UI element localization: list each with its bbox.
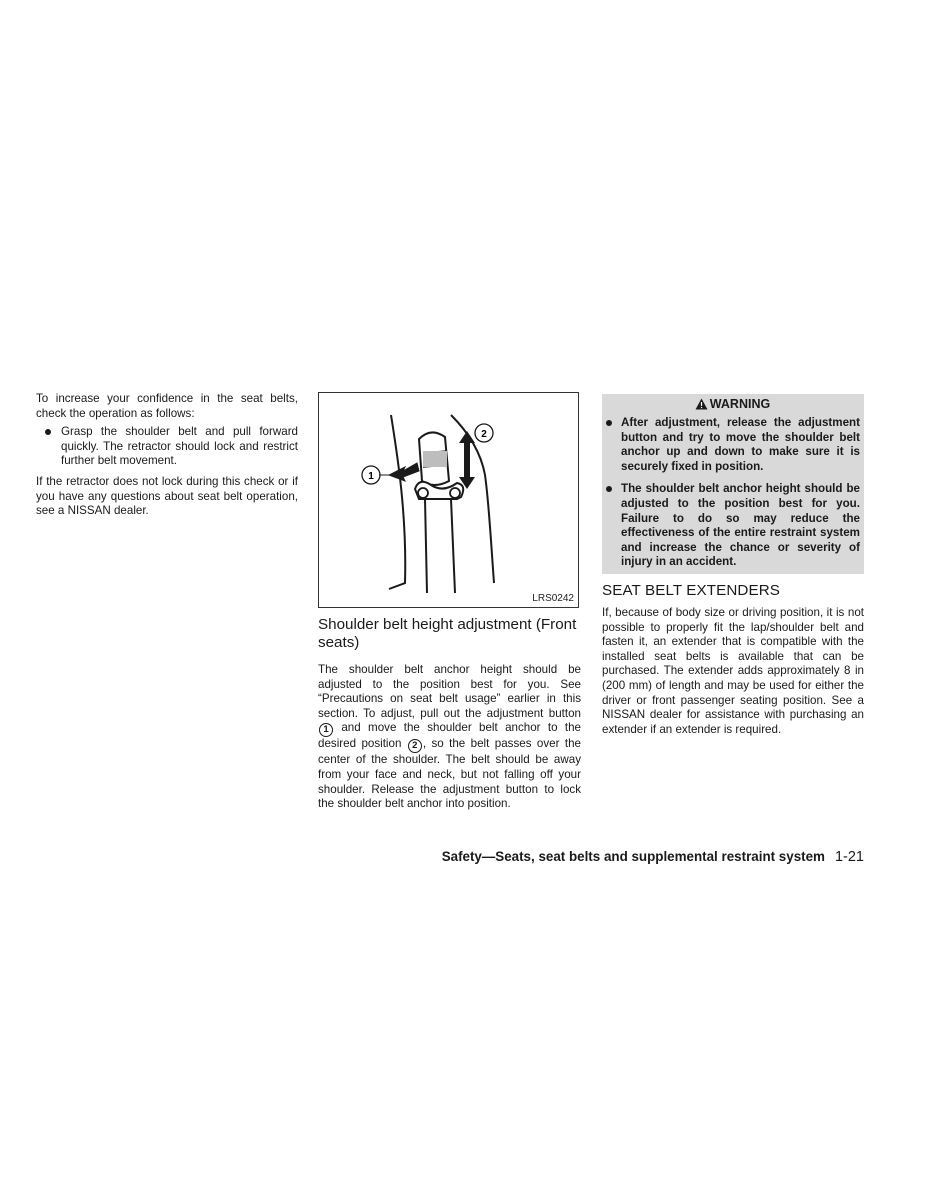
warning-triangle-icon bbox=[695, 398, 708, 410]
callout-2-text: 2 bbox=[481, 429, 487, 440]
warning-box bbox=[602, 394, 864, 574]
figure-code: LRS0242 bbox=[532, 593, 574, 604]
callout-1-text: 1 bbox=[368, 471, 374, 482]
warning-list bbox=[605, 416, 860, 570]
belt-adjustment-figure bbox=[318, 392, 579, 608]
right-column bbox=[602, 394, 864, 737]
belt-height-paragraph: The shoulder belt anchor height should be adjusted to the position best for you. See “Precautions on seat belt usage” earlier in this section. To adjust, pull out the adjustment button 1 and move the shoulder belt anchor to the desired position 2 , so the belt passes over the center of the shoulder. The belt should be away from your face and neck, but not falling off your shoulder. Release the adjustment button to lock the shoulder belt anchor into position. bbox=[318, 663, 581, 811]
middle-column bbox=[318, 392, 581, 812]
intro-paragraph: To increase your confidence in the seat belts, check the operation as follows: bbox=[36, 392, 298, 420]
callout-1-inline: 1 bbox=[319, 723, 333, 737]
list-item: The shoulder belt anchor height should be adjusted to the position best for you. Failure to do so may reduce the effectiveness of the entire restraint system and increase the chance or severity of injury in an accident. bbox=[605, 482, 860, 570]
adjustment-button-shade bbox=[423, 451, 447, 467]
page-footer bbox=[400, 849, 864, 865]
extenders-paragraph: If, because of body size or driving position, it is not possible to properly fit the lap/shoulder belt and fasten it, an extender that is compatible with the installed seat belts is available that can be purchased. The extender adds approximately 8 in (200 mm) of length and may be used for either the driver or front passenger seating position. See a NISSAN dealer for assistance with purchasing an extender if an extender is required. bbox=[602, 605, 864, 736]
list-item: Grasp the shoulder belt and pull forward quickly. The retractor should lock and restrict further belt movement. bbox=[36, 425, 298, 469]
extenders-heading: SEAT BELT EXTENDERS bbox=[602, 581, 781, 599]
closing-paragraph: If the retractor does not lock during this check or if you have any questions about seat belt operation, see a NISSAN dealer. bbox=[36, 474, 298, 518]
belt-height-heading: Shoulder belt height adjustment (Front seats) bbox=[318, 616, 577, 651]
left-column bbox=[36, 392, 298, 519]
check-bullet-list bbox=[36, 425, 298, 469]
page-number: 1-21 bbox=[834, 849, 864, 865]
list-item: After adjustment, release the adjustment button and try to move the shoulder belt anchor up and down to make sure it is securely fixed in position. bbox=[605, 416, 860, 474]
warning-title: WARNING bbox=[605, 397, 860, 412]
belt-adjustment-illustration bbox=[319, 393, 578, 607]
pull-arrow bbox=[389, 463, 419, 481]
callout-2-inline: 2 bbox=[408, 739, 422, 753]
pillar-left-edge bbox=[389, 415, 405, 589]
belt-webbing bbox=[425, 499, 455, 593]
footer-section-title: Safety—Seats, seat belts and supplemental restraint system bbox=[441, 849, 825, 864]
height-arrow bbox=[459, 431, 475, 489]
